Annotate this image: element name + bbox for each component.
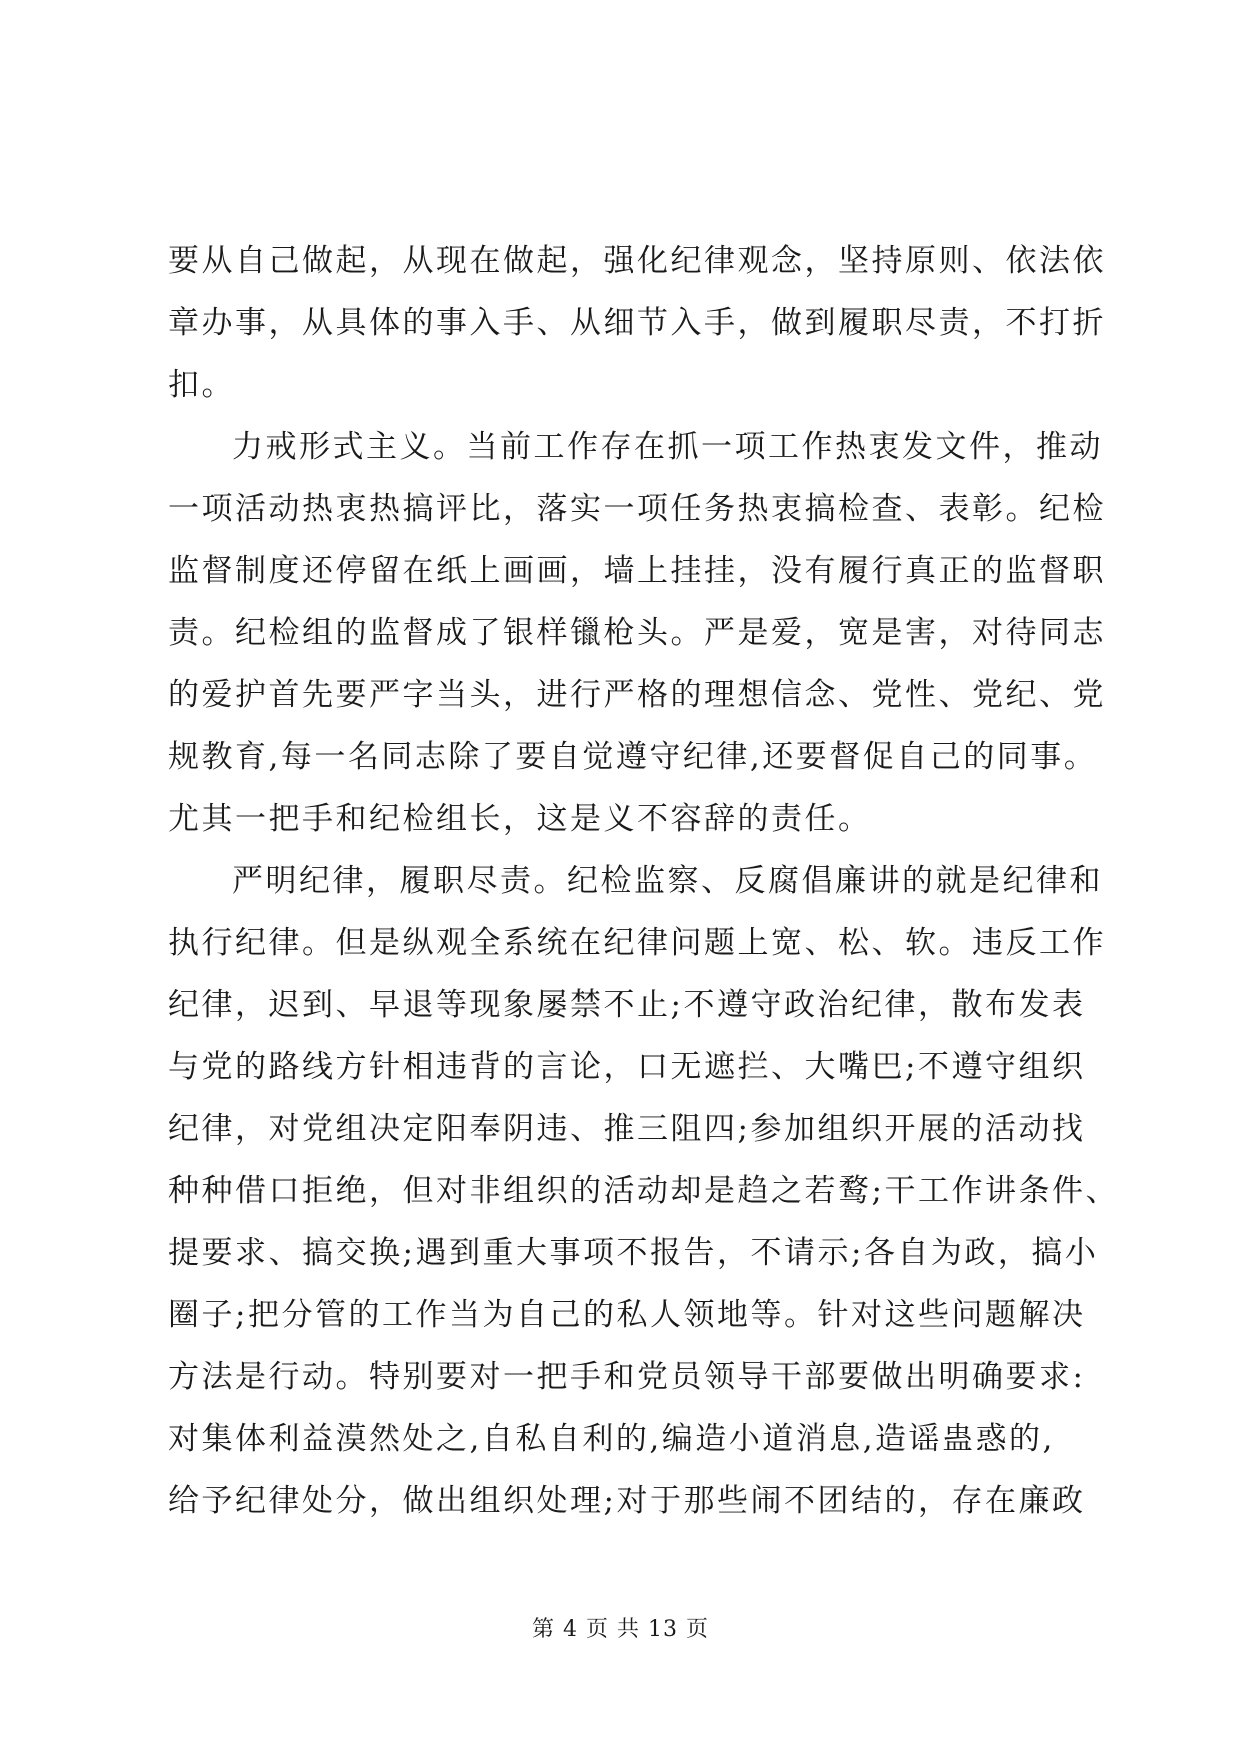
- text-line: 种种借口拒绝，但对非组织的活动却是趋之若鹜;干工作讲条件、: [168, 1173, 1119, 1209]
- text-line: 责。纪检组的监督成了银样镴枪头。严是爱，宽是害，对待同志: [168, 615, 1106, 651]
- page-footer: 第 4 页 共 13 页: [532, 1617, 709, 1642]
- body-text: [168, 230, 1119, 1532]
- text-line: 执行纪律。但是纵观全系统在纪律问题上宽、松、软。违反工作: [168, 925, 1106, 961]
- text-line: 的爱护首先要严字当头，进行严格的理想信念、党性、党纪、党: [168, 677, 1106, 713]
- text-line: 提要求、搞交换;遇到重大事项不报告，不请示;各自为政，搞小: [168, 1235, 1099, 1271]
- text-line: 要从自己做起，从现在做起，强化纪律观念，坚持原则、依法依: [168, 243, 1106, 279]
- text-line: 一项活动热衷热搞评比，落实一项任务热衷搞检查、表彰。纪检: [168, 491, 1106, 527]
- text-line: 纪律，迟到、早退等现象屡禁不止;不遵守政治纪律，散布发表: [168, 987, 1086, 1023]
- text-line: 尤其一把手和纪检组长，这是义不容辞的责任。: [168, 801, 872, 837]
- text-line: 扣。: [168, 367, 235, 403]
- text-line: 给予纪律处分，做出组织处理;对于那些闹不团结的，存在廉政: [168, 1483, 1086, 1519]
- text-line: 对集体利益漠然处之,自私自利的,编造小道消息,造谣蛊惑的,: [168, 1421, 1055, 1457]
- text-line: 圈子;把分管的工作当为自己的私人领地等。针对这些问题解决: [168, 1297, 1086, 1333]
- text-line: 方法是行动。特别要对一把手和党员领导干部要做出明确要求:: [168, 1359, 1086, 1395]
- paragraph-start-line: 严明纪律，履职尽责。纪检监察、反腐倡廉讲的就是纪律和: [232, 863, 1103, 899]
- text-line: 规教育,每一名同志除了要自觉遵守纪律,还要督促自己的同事。: [168, 739, 1098, 775]
- text-line: 章办事，从具体的事入手、从细节入手，做到履职尽责，不打折: [168, 305, 1106, 341]
- text-line: 监督制度还停留在纸上画画，墙上挂挂，没有履行真正的监督职: [168, 553, 1106, 589]
- text-line: 纪律，对党组决定阳奉阴违、推三阻四;参加组织开展的活动找: [168, 1111, 1086, 1147]
- text-line: 与党的路线方针相违背的言论，口无遮拦、大嘴巴;不遵守组织: [168, 1049, 1086, 1085]
- paragraph-start-line: 力戒形式主义。当前工作存在抓一项工作热衷发文件，推动: [232, 429, 1103, 465]
